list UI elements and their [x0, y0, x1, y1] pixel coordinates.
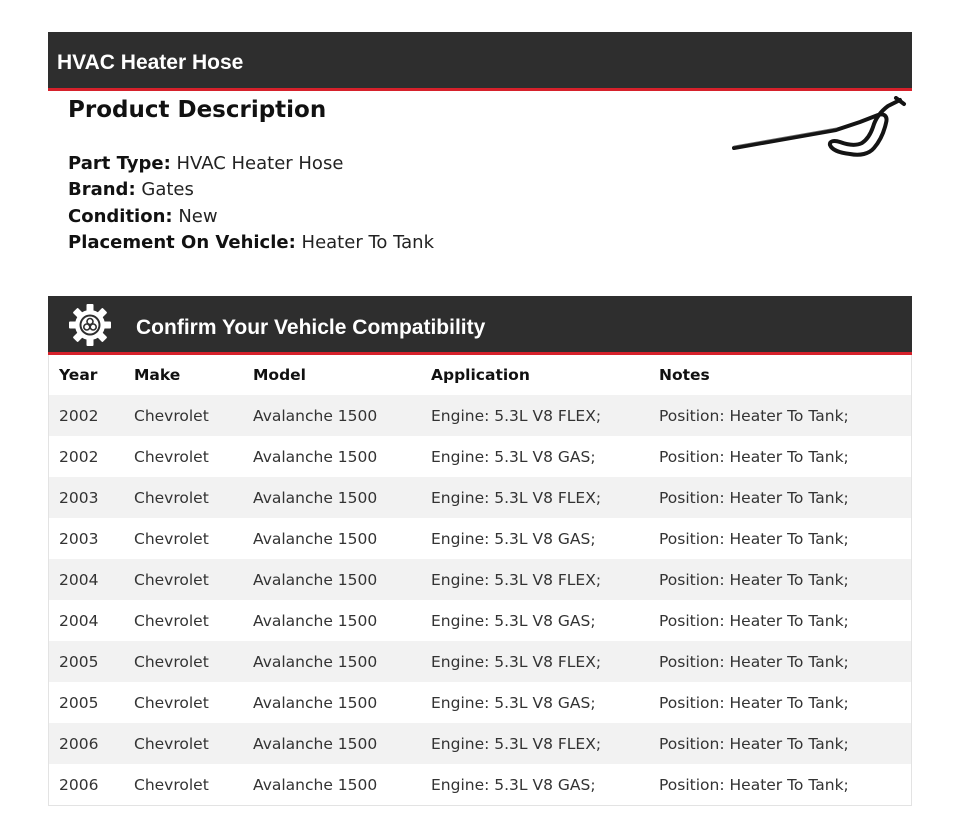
compatibility-table [49, 355, 911, 805]
product-specs [68, 151, 434, 256]
cell-make: Chevrolet [134, 447, 209, 466]
cell-notes: Position: Heater To Tank; [659, 775, 849, 794]
product-title-bar [48, 32, 912, 91]
cell-year: 2002 [59, 406, 99, 425]
spec-value: HVAC Heater Hose [176, 153, 344, 174]
table-row [49, 764, 911, 805]
cell-make: Chevrolet [134, 570, 209, 589]
cell-model: Avalanche 1500 [253, 488, 378, 507]
cell-year: 2005 [59, 693, 99, 712]
cell-year: 2006 [59, 775, 99, 794]
cell-application: Engine: 5.3L V8 FLEX; [431, 652, 602, 671]
cell-notes: Position: Heater To Tank; [659, 734, 849, 753]
column-header-model: Model [253, 366, 306, 384]
cell-notes: Position: Heater To Tank; [659, 447, 849, 466]
table-row [49, 641, 911, 682]
cell-model: Avalanche 1500 [253, 406, 378, 425]
cell-application: Engine: 5.3L V8 GAS; [431, 529, 596, 548]
cell-notes: Position: Heater To Tank; [659, 570, 849, 589]
spec-part-type [68, 151, 434, 177]
cell-model: Avalanche 1500 [253, 570, 378, 589]
spec-placement [68, 230, 434, 256]
cell-notes: Position: Heater To Tank; [659, 488, 849, 507]
compatibility-table-container [48, 355, 912, 806]
column-header-make: Make [134, 366, 181, 384]
column-header-notes: Notes [659, 366, 710, 384]
table-row [49, 682, 911, 723]
cell-application: Engine: 5.3L V8 GAS; [431, 693, 596, 712]
cell-model: Avalanche 1500 [253, 734, 378, 753]
gear-icon [68, 303, 112, 347]
cell-year: 2004 [59, 611, 99, 630]
cell-model: Avalanche 1500 [253, 447, 378, 466]
cell-model: Avalanche 1500 [253, 693, 378, 712]
spec-label: Part Type: [68, 153, 171, 174]
cell-model: Avalanche 1500 [253, 611, 378, 630]
spec-label: Placement On Vehicle: [68, 231, 296, 253]
cell-make: Chevrolet [134, 693, 209, 712]
cell-model: Avalanche 1500 [253, 652, 378, 671]
heater-hose-image [728, 96, 908, 162]
compatibility-bar [48, 296, 912, 355]
cell-make: Chevrolet [134, 611, 209, 630]
table-row [49, 477, 911, 518]
product-title: HVAC Heater Hose [57, 51, 244, 74]
cell-year: 2003 [59, 488, 99, 507]
spec-brand [68, 177, 434, 203]
table-row [49, 436, 911, 477]
spec-value: Heater To Tank [301, 231, 434, 253]
cell-notes: Position: Heater To Tank; [659, 693, 849, 712]
product-description-heading: Product Description [68, 97, 327, 123]
cell-model: Avalanche 1500 [253, 529, 378, 548]
cell-notes: Position: Heater To Tank; [659, 529, 849, 548]
spec-condition [68, 204, 434, 230]
cell-notes: Position: Heater To Tank; [659, 406, 849, 425]
table-row [49, 395, 911, 436]
cell-application: Engine: 5.3L V8 FLEX; [431, 570, 602, 589]
cell-year: 2005 [59, 652, 99, 671]
table-row [49, 600, 911, 641]
table-body [49, 395, 911, 805]
column-header-year: Year [59, 366, 98, 384]
spec-label: Condition: [68, 205, 173, 227]
cell-application: Engine: 5.3L V8 FLEX; [431, 734, 602, 753]
cell-year: 2002 [59, 447, 99, 466]
cell-year: 2006 [59, 734, 99, 753]
cell-application: Engine: 5.3L V8 FLEX; [431, 488, 602, 507]
spec-label: Brand: [68, 179, 136, 201]
table-row [49, 723, 911, 764]
cell-application: Engine: 5.3L V8 FLEX; [431, 406, 602, 425]
cell-make: Chevrolet [134, 529, 209, 548]
cell-notes: Position: Heater To Tank; [659, 611, 849, 630]
spec-value: Gates [141, 179, 194, 201]
cell-year: 2004 [59, 570, 99, 589]
cell-year: 2003 [59, 529, 99, 548]
table-row [49, 518, 911, 559]
cell-application: Engine: 5.3L V8 GAS; [431, 775, 596, 794]
cell-make: Chevrolet [134, 406, 209, 425]
compatibility-title: Confirm Your Vehicle Compatibility [136, 316, 486, 339]
cell-notes: Position: Heater To Tank; [659, 652, 849, 671]
cell-make: Chevrolet [134, 652, 209, 671]
cell-make: Chevrolet [134, 734, 209, 753]
cell-application: Engine: 5.3L V8 GAS; [431, 611, 596, 630]
cell-make: Chevrolet [134, 775, 209, 794]
spec-value: New [178, 205, 218, 227]
table-row [49, 559, 911, 600]
table-header [49, 355, 911, 395]
cell-make: Chevrolet [134, 488, 209, 507]
table-header-row [49, 355, 911, 395]
column-header-application: Application [431, 366, 530, 384]
cell-model: Avalanche 1500 [253, 775, 378, 794]
cell-application: Engine: 5.3L V8 GAS; [431, 447, 596, 466]
